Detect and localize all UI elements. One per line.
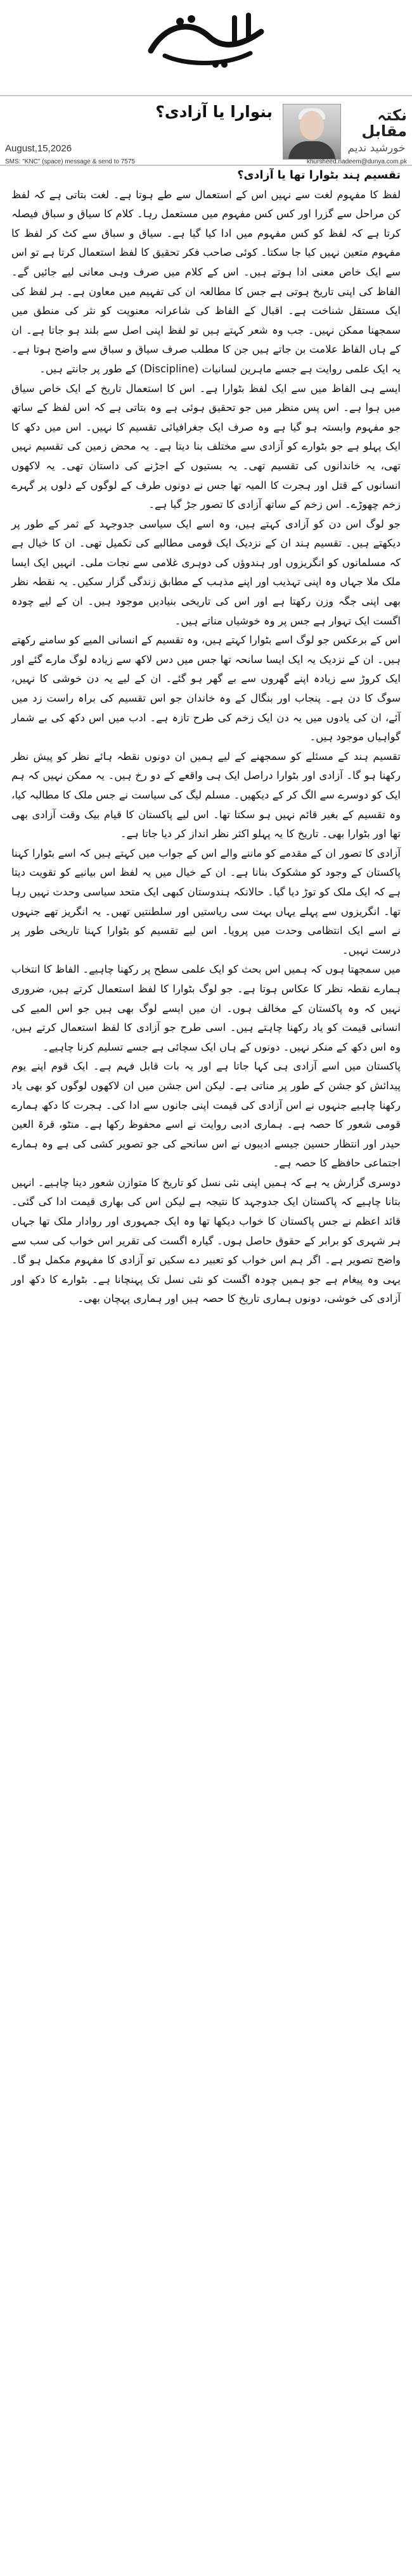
article-paragraph: لفظ کا مفہوم لغت سے نہیں اس کے استعمال سے طے ہوتا ہے۔ لغت بتاتی ہے کہ لفظ کن مراحل سے گزرا اور کس کس مفہوم میں مستعمل رہا۔ کلام کا سیاق و سباق فیصلہ کرتا ہے کہ لفظ کو کس مفہوم میں ادا کیا گیا ہے۔ سیاق و سباق سے کٹ کر لفظ کا مفہوم متعین نہیں کیا جا سکتا۔ کوئی صاحب فکر تحقیق کا لفظ استعمال کرتا ہے تو اس سے ایک خاص معنی ادا ہوتے ہیں۔ اس کے کلام میں صرف وہی معانی لیے جائیں گے۔ الفاظ کی اپنی تاریخ ہوتی ہے جس کا مطالعہ ان کی تفہیم میں معاون ہے۔ ہر لفظ کی ایک مستقل شناخت ہے۔ اقبال کے الفاظ کی شاعرانہ معنویت کو نثر کی منطق میں سمجھنا ممکن نہیں۔ جب وہ شعر کہتے ہیں تو لفظ اپنی اصل سے بلند ہو جاتا ہے۔ ان کے ہاں الفاظ علامت بن جاتے ہیں جن کا مطلب صرف سیاق و سباق سے واضح ہوتا ہے۔ یہ ایک علمی روایت ہے جسے ماہرین لسانیات (Discipline) کے طور پر جانتے ہیں۔ <box>11 188 401 375</box>
author-badge <box>346 104 407 158</box>
column-name: نکتہ مقابل <box>361 106 407 140</box>
dunya-logo <box>139 6 273 73</box>
article-paragraph: دوسری گزارش یہ ہے کہ ہمیں اپنی نئی نسل کو تاریخ کا متوازن شعور دینا چاہیے۔ انہیں بتانا چاہیے کہ پاکستان ایک جدوجہد کا نتیجہ ہے لیکن اس کی بھاری قیمت ادا کی گئی۔ قائد اعظم نے جس پاکستان کا خواب دیکھا تھا وہ ایک جمہوری اور روادار ملک تھا جہاں ہر شہری کو برابر کے حقوق حاصل ہوں۔ گیارہ اگست کی تقریر اس خواب کی سب سے واضح تصویر ہے۔ اگر ہم اس خواب کو تعبیر دے سکیں تو آزادی کا مفہوم مکمل ہو گا۔ یہی وہ پیغام ہے جو ہمیں چودہ اگست کو نئی نسل تک پہنچانا ہے۔ بٹوارے کا دکھ اور آزادی کی خوشی، دونوں ہماری تاریخ کا حصہ ہیں اور ہماری پہچان بھی۔ <box>11 1176 401 1305</box>
article-paragraph: ایسے ہی الفاظ میں سے ایک لفظ بٹوارا ہے۔ اس کا استعمال تاریخ کے ایک خاص سیاق میں ہوا ہے۔ اس پس منظر میں جو تحقیق ہوئی ہے وہ بتاتی ہے کہ اس لفظ کے ساتھ جو مفہوم وابستہ ہو گیا ہے وہ صرف ایک جغرافیائی تقسیم کا نہیں۔ اس میں دکھ کا ایک پہلو ہے جو بٹوارے کو آزادی سے مختلف بنا دیتا ہے۔ یہ محض زمین کی تقسیم نہیں تھی، یہ خاندانوں کی تقسیم تھی۔ یہ بستیوں کے اجڑنے کی داستان تھی۔ یہ لاکھوں انسانوں کے قتل اور ہجرت کا المیہ تھا جس نے دونوں طرف کے لوگوں کے دلوں پر گہرے زخم چھوڑے۔ اس زخم کے ساتھ آزادی کا تصور جڑ گیا ہے۔ <box>11 382 401 511</box>
masthead <box>0 0 412 95</box>
author-email[interactable]: khursheed.nadeem@dunya.com.pk <box>306 158 407 165</box>
column-headline: بنوارا یا آزادی؟ <box>155 103 273 121</box>
sms-instruction: SMS: "KNC" (space) message & send to 7575 <box>5 158 135 165</box>
dunya-logo-mark <box>139 6 273 73</box>
article-body <box>11 166 401 1309</box>
publish-date: August,15,2026 <box>5 143 72 154</box>
article-paragraph: تقسیم ہند کے مسئلے کو سمجھنے کے لیے ہمیں ان دونوں نقطہ ہائے نظر کو پیش نظر رکھنا ہو گا۔ آزادی اور بٹوارا دراصل ایک ہی واقعے کے دو رخ ہیں۔ یہ ممکن نہیں کہ ہم ایک کو دوسرے سے الگ کر کے دیکھیں۔ مسلم لیگ کی سیاست نے جس ملک کا مطالبہ کیا، وہ تقسیم کے بغیر قائم نہیں ہو سکتا تھا۔ اس لیے پاکستان کا قیام بیک وقت آزادی بھی تھا اور بٹوارا بھی۔ تاریخ کا یہ پہلو اکثر نظر انداز کر دیا جاتا ہے۔ <box>11 750 401 840</box>
author-photo <box>283 104 341 160</box>
article-paragraph: پاکستان میں اسے آزادی ہی کہا جاتا ہے اور یہ بات قابل فہم ہے۔ ایک قوم اپنے یوم پیدائش کو جشن کے طور پر مناتی ہے۔ لیکن اس جشن میں ان لاکھوں لوگوں کو بھی یاد رکھنا چاہیے جنہوں نے اس آزادی کی قیمت اپنی جانوں سے ادا کی۔ ہجرت کا دکھ ہمارے قومی شعور کا حصہ ہے۔ ہماری ادبی روایت نے اسے محفوظ رکھا ہے۔ منٹو، قرۃ العین حیدر اور انتظار حسین جیسے ادیبوں نے اس سانحے کی جو تصویر کشی کی ہے وہ ہمارے اجتماعی حافظے کا حصہ ہے۔ <box>11 1060 401 1170</box>
article-paragraph: اس کے برعکس جو لوگ اسے بٹوارا کہتے ہیں، وہ تقسیم کے انسانی المیے کو سامنے رکھتے ہیں۔ ان کے نزدیک یہ ایک ایسا سانحہ تھا جس میں دس لاکھ سے زیادہ لوگ مارے گئے اور ایک کروڑ سے زیادہ اپنے گھروں سے بے گھر ہو گئے۔ ان کے لیے یہ دن خوشی کا نہیں، سوگ کا دن ہے۔ پنجاب اور بنگال کے وہ خاندان جو اس تقسیم کی براہ راست زد میں آئے، ان کی یادوں میں یہ دن ایک زخم کی طرح تازہ ہے۔ ادب میں اس دکھ کی بے شمار گواہیاں موجود ہیں۔ <box>11 634 401 743</box>
article-paragraph: جو لوگ اس دن کو آزادی کہتے ہیں، وہ اسے ایک سیاسی جدوجہد کے ثمر کے طور پر دیکھتے ہیں۔ تقسیم ہند ان کے نزدیک ایک قومی مطالبے کی تکمیل تھی۔ ان کا خیال ہے کہ مسلمانوں کو انگریزوں اور ہندوؤں کی دوہری غلامی سے نجات ملی۔ انہیں ایک ایسا ملک ملا جہاں وہ اپنی تہذیب اور اپنے مذہب کے مطابق زندگی گزار سکیں۔ یہ نقطہ نظر بھی اپنی جگہ وزن رکھتا ہے اور اس کی تاریخی بنیادیں موجود ہیں۔ ان کے لیے چودہ اگست ایک تہوار ہے جس پر وہ خوشیاں مناتے ہیں۔ <box>11 517 401 627</box>
article-subhead: تقسیم ہند بٹوارا تھا یا آزادی؟ <box>237 169 401 182</box>
article-paragraph: میں سمجھتا ہوں کہ ہمیں اس بحث کو ایک علمی سطح پر رکھنا چاہیے۔ الفاظ کا انتخاب ہمارے نقطہ نظر کا عکاس ہوتا ہے۔ جو لوگ بٹوارا کا لفظ استعمال کرتے ہیں، ضروری نہیں کہ وہ پاکستان کے مخالف ہوں۔ ان میں ایسے لوگ بھی ہیں جو اس المیے کی انسانی قیمت کو یاد رکھنا چاہتے ہیں۔ اسی طرح جو آزادی کا لفظ استعمال کرتے ہیں، وہ اس دکھ کے منکر نہیں۔ دونوں کے ہاں ایک سچائی ہے جسے تسلیم کرنا چاہیے۔ <box>11 963 401 1053</box>
article-paragraph: آزادی کا تصور ان کے مقدمے کو ماننے والے اس کے جواب میں کہتے ہیں کہ اسے بٹوارا کہنا پاکستان کے وجود کو مشکوک بنانا ہے۔ ان کے خیال میں یہ لفظ اس بیانیے کو تقویت دیتا ہے کہ ایک ملک کو توڑ دیا گیا۔ حالانکہ ہندوستان کبھی ایک متحد سیاسی وحدت نہیں رہا تھا۔ انگریزوں سے پہلے یہاں بہت سی ریاستیں اور سلطنتیں تھیں۔ یہ انگریز تھے جنہوں نے اسے ایک انتظامی وحدت میں پرویا۔ اس لیے تقسیم کو بٹوارا کہنا تاریخی طور پر درست نہیں۔ <box>11 847 401 956</box>
author-name: خورشید ندیم <box>347 142 406 155</box>
